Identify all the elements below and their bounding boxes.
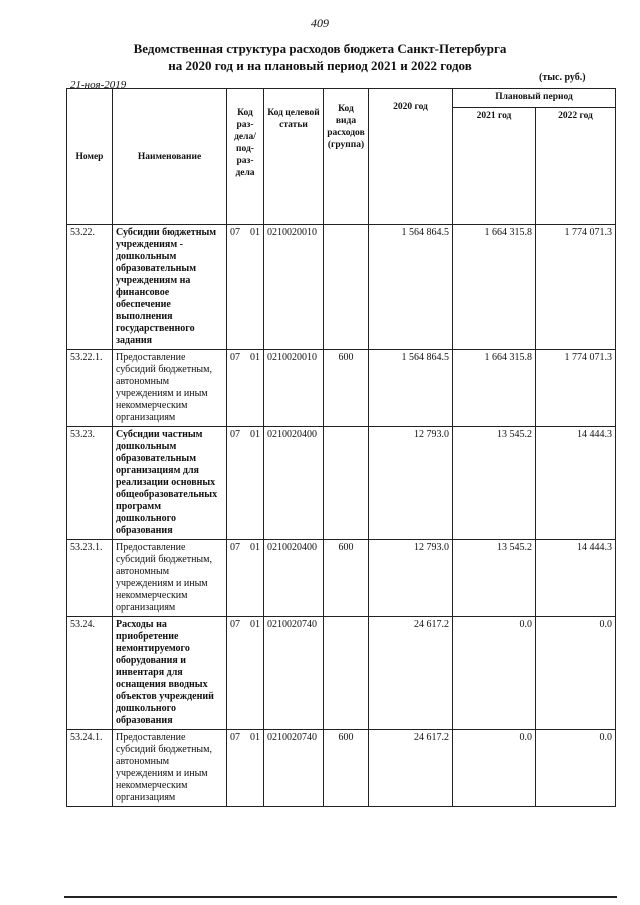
table-row — [67, 540, 616, 617]
row-section: 07 — [230, 619, 240, 630]
row-expense-type: 600 — [324, 350, 369, 427]
row-2020: 12 793.0 — [369, 540, 453, 617]
row-subsection: 01 — [250, 352, 260, 363]
table-row — [67, 617, 616, 730]
row-expense-type — [324, 427, 369, 540]
row-2020: 1 564 864.5 — [369, 350, 453, 427]
row-name: Субсидии бюджетным учреждениям - дошкольным образовательным учреждениям на финансовое обеспечение выполнения государственного задания — [113, 225, 227, 350]
header-expense-type: Код вида расходов (группа) — [324, 89, 369, 225]
row-section: 07 — [230, 542, 240, 553]
row-target-code: 0210020010 — [264, 225, 324, 350]
row-2022: 14 444.3 — [536, 540, 616, 617]
row-subsection: 01 — [250, 227, 260, 238]
row-2022: 14 444.3 — [536, 427, 616, 540]
row-expense-type — [324, 225, 369, 350]
title-line-2: на 2020 год и на плановый период 2021 и 2022 годов — [168, 58, 472, 73]
row-name: Предоставление субсидий бюджетным, автономным учреждениям и иным некоммерческим организациям — [113, 540, 227, 617]
row-2021: 1 664 315.8 — [453, 350, 536, 427]
header-name: Наименование — [113, 89, 227, 225]
row-2022: 1 774 071.3 — [536, 350, 616, 427]
row-2021: 1 664 315.8 — [453, 225, 536, 350]
budget-table — [66, 88, 616, 807]
row-section: 07 — [230, 429, 240, 440]
units-label: (тыс. руб.) — [539, 72, 586, 83]
row-2020: 1 564 864.5 — [369, 225, 453, 350]
header-number: Номер — [67, 89, 113, 225]
row-section-code — [227, 730, 264, 807]
row-section: 07 — [230, 227, 240, 238]
row-number: 53.22.1. — [67, 350, 113, 427]
row-2021: 13 545.2 — [453, 540, 536, 617]
row-2020: 12 793.0 — [369, 427, 453, 540]
bottom-rule — [64, 896, 617, 898]
document-title — [0, 40, 640, 74]
row-section-code — [227, 540, 264, 617]
table-header — [67, 89, 616, 225]
row-target-code: 0210020400 — [264, 540, 324, 617]
row-2021: 0.0 — [453, 617, 536, 730]
document-date: 21-ноя-2019 — [70, 79, 127, 91]
page-number: 409 — [311, 16, 329, 30]
row-target-code: 0210020400 — [264, 427, 324, 540]
row-subsection: 01 — [250, 429, 260, 440]
table-row — [67, 427, 616, 540]
row-section: 07 — [230, 352, 240, 363]
row-2022: 0.0 — [536, 617, 616, 730]
row-section: 07 — [230, 732, 240, 743]
row-2021: 13 545.2 — [453, 427, 536, 540]
row-2021: 0.0 — [453, 730, 536, 807]
row-subsection: 01 — [250, 619, 260, 630]
header-2022: 2022 год — [536, 108, 616, 225]
header-2021: 2021 год — [453, 108, 536, 225]
row-2022: 1 774 071.3 — [536, 225, 616, 350]
row-target-code: 0210020740 — [264, 730, 324, 807]
row-name: Расходы на приобретение немонтируемого оборудования и инвентаря для оснащения вводных объектов учреждений дошкольного образования — [113, 617, 227, 730]
row-expense-type: 600 — [324, 540, 369, 617]
row-name: Предоставление субсидий бюджетным, автономным учреждениям и иным некоммерческим организациям — [113, 350, 227, 427]
title-line-1: Ведомственная структура расходов бюджета Санкт-Петербурга — [133, 41, 507, 56]
row-target-code: 0210020010 — [264, 350, 324, 427]
header-section: Код раз-дела/ под-раз-дела — [227, 89, 264, 225]
row-name: Субсидии частным дошкольным образовательным организациям для реализации основных общеобразовательных программ дошкольного образования — [113, 427, 227, 540]
row-2020: 24 617.2 — [369, 617, 453, 730]
table-row — [67, 225, 616, 350]
row-expense-type — [324, 617, 369, 730]
row-number: 53.24. — [67, 617, 113, 730]
row-name: Предоставление субсидий бюджетным, автономным учреждениям и иным некоммерческим организациям — [113, 730, 227, 807]
row-2020: 24 617.2 — [369, 730, 453, 807]
header-2020: 2020 год — [369, 89, 453, 225]
row-number: 53.23. — [67, 427, 113, 540]
row-section-code — [227, 225, 264, 350]
row-number: 53.24.1. — [67, 730, 113, 807]
row-target-code: 0210020740 — [264, 617, 324, 730]
row-section-code — [227, 617, 264, 730]
table-row — [67, 730, 616, 807]
row-subsection: 01 — [250, 542, 260, 553]
table-row — [67, 350, 616, 427]
row-section-code — [227, 350, 264, 427]
header-plan-period: Плановый период — [453, 89, 616, 108]
row-section-code — [227, 427, 264, 540]
row-2022: 0.0 — [536, 730, 616, 807]
table-body — [67, 225, 616, 807]
row-number: 53.22. — [67, 225, 113, 350]
row-subsection: 01 — [250, 732, 260, 743]
row-expense-type: 600 — [324, 730, 369, 807]
row-number: 53.23.1. — [67, 540, 113, 617]
header-target: Код целевой статьи — [264, 89, 324, 225]
